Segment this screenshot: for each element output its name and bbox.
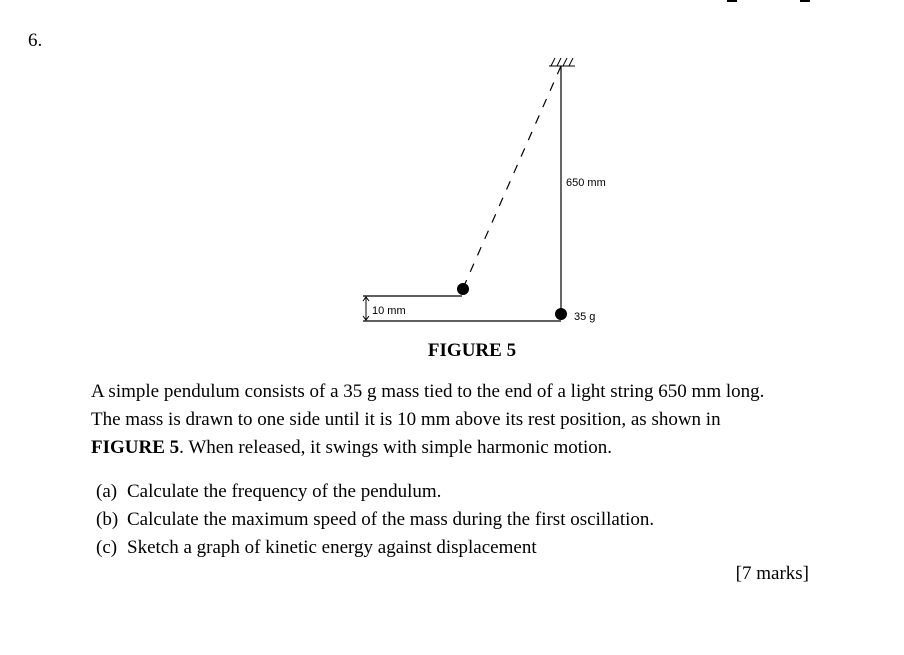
bob-displaced bbox=[457, 283, 469, 295]
intro-line-1: A simple pendulum consists of a 35 g mass tied to the end of a light string 650 mm long. bbox=[91, 381, 765, 402]
figure-caption: FIGURE 5 bbox=[427, 340, 517, 361]
part-label: (b) bbox=[96, 509, 119, 530]
part-label: (c) bbox=[96, 537, 118, 558]
intro-line-2: The mass is drawn to one side until it is 10 mm above its rest position, as shown in bbox=[91, 409, 721, 430]
intro-line-3 bbox=[91, 434, 871, 462]
question-part-a bbox=[96, 478, 654, 506]
part-label: (a) bbox=[96, 481, 118, 502]
length-label: 650 mm bbox=[566, 177, 606, 189]
pendulum-string-displaced bbox=[464, 66, 561, 286]
intro-line-3-rest: . When released, it swings with simple harmonic motion. bbox=[179, 437, 613, 458]
question-part-c bbox=[96, 534, 654, 562]
question-number: 6. bbox=[28, 30, 43, 51]
part-text: Calculate the maximum speed of the mass during the first oscillation. bbox=[127, 509, 655, 530]
part-text: Calculate the frequency of the pendulum. bbox=[127, 481, 442, 502]
ceiling-hatch bbox=[549, 58, 575, 66]
height-label: 10 mm bbox=[372, 305, 406, 317]
bob-rest bbox=[555, 308, 567, 320]
height-arrow bbox=[363, 297, 369, 320]
question-intro bbox=[91, 378, 871, 462]
question-parts bbox=[96, 478, 654, 562]
question-part-b bbox=[96, 506, 654, 534]
marks-allocation: [7 marks] bbox=[735, 563, 809, 584]
figure-reference: FIGURE 5 bbox=[91, 437, 180, 458]
mass-label: 35 g bbox=[574, 311, 596, 323]
part-text: Sketch a graph of kinetic energy against displacement bbox=[127, 537, 537, 558]
